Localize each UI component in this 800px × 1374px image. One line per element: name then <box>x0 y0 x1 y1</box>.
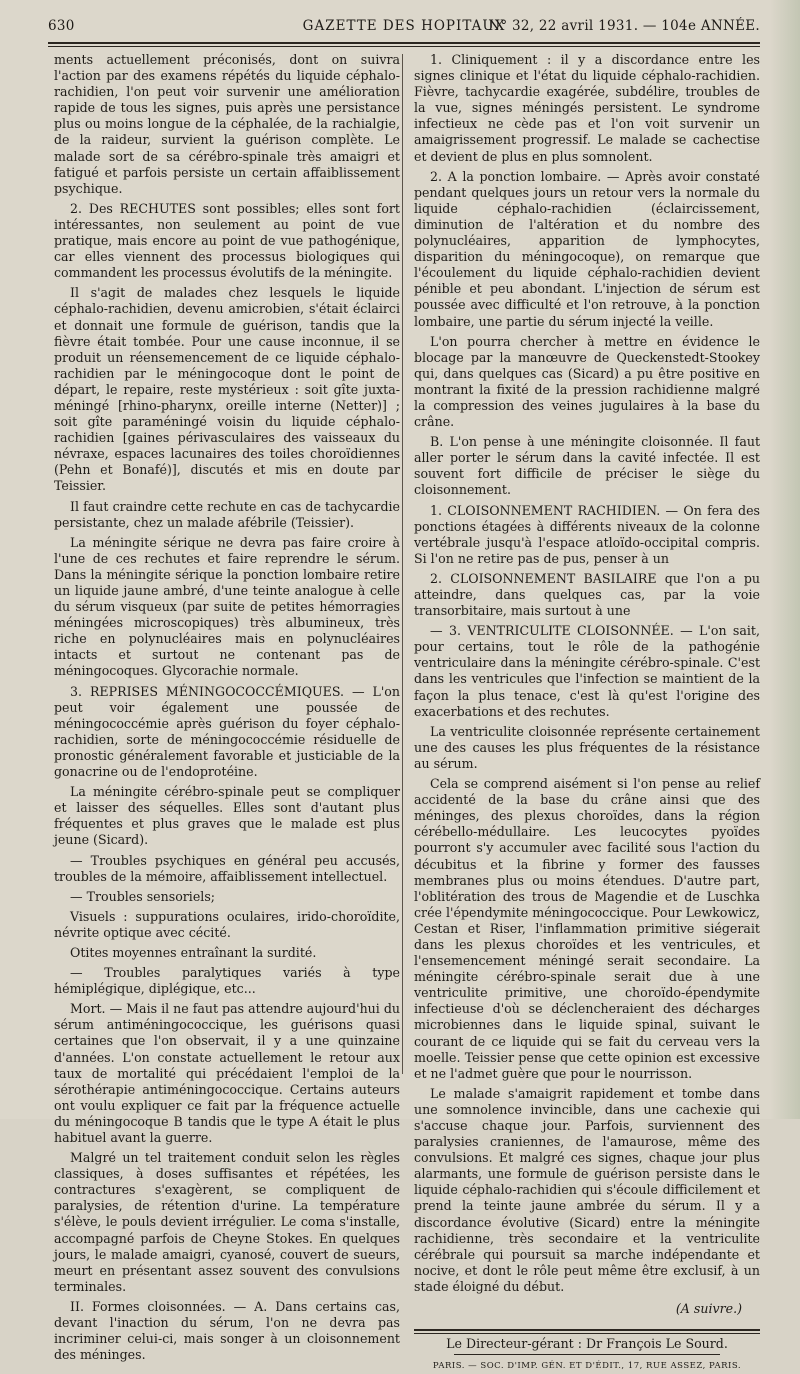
paragraph: — 3. VENTRICULITE CLOISONNÉE. — L'on sait, pour certains, tout le rôle de la pathogénie ventriculaire dans la méningite cérébro-spinale. C'est dans les ventricules que l'infection se maintient de la façon la plus tenace, c'est là qu'est l'origine des exacerbations et des rechutes. <box>414 623 760 719</box>
paragraph: 2. CLOISONNEMENT BASILAIRE que l'on a pu atteindre, dans quelques cas, par la voie transorbitaire, mais surtout à une <box>414 570 760 619</box>
column-divider <box>402 54 403 1074</box>
director-rule <box>454 1354 720 1355</box>
paragraph: Il s'agit de malades chez lesquels le liquide céphalo-rachidien, devenu amicrobien, s'était éclairci et donnait une formule de guérison, tandis que la fièvre était tombée. Pour une cause inconnue, il se produit un réensemencement de ce liquide céphalo-rachidien par le méningocoque dont le point de départ, le repaire, reste mystérieux : soit gîte juxta-méningé [rhino-pharynx, oreille interne (Netter)] ; soit gîte paraméningé voisin du liquide céphalo-rachidien [gaines périvasculaires des vaisseaux du névraxe, espaces lacunaires des toiles choroïdiennes (Pehn et Bonafé)], discutés et mis en doute par Teissier. <box>54 285 400 494</box>
paragraph: 1. Cliniquement : il y a discordance entre les signes clinique et l'état du liquide céphalo-rachidien. Fièvre, tachycardie exagérée, subdélire, troubles de la vue, signes méningés persistent. Le syndrome infectieux ne cède pas et l'on voit survenir un amaigrissement progressif. Le malade se cachectise et devient de plus en plus somnolent. <box>414 52 760 164</box>
paragraph: II. Formes cloisonnées. — A. Dans certains cas, devant l'inaction du sérum, l'on ne devra pas incriminer celui-ci, mais songer à un cloisonnement des méninges. <box>54 1298 400 1363</box>
right-column <box>414 52 760 1374</box>
footer-rule <box>414 1329 760 1331</box>
paragraph: Otites moyennes entraînant la surdité. <box>70 944 317 960</box>
left-column <box>54 52 400 1367</box>
paragraph: 1. CLOISONNEMENT RACHIDIEN. — On fera des ponctions étagées à différents niveaux de la colonne vertébrale jusqu'à l'espace atloïdo-occipital compris. Si l'on ne retire pas de pus, penser à un <box>414 502 760 566</box>
page-number: 630 <box>48 18 75 34</box>
printer-line: PARIS. — SOC. D'IMP. GÉN. ET D'ÉDIT., 17, RUE ASSEZ, PARIS. <box>432 1361 742 1372</box>
paragraph: Malgré un tel traitement conduit selon les règles classiques, à doses suffisantes et répétées, les contractures s'exagèrent, se compliquent de paralysies, de rétention d'urine. La température s'élève, le pouls devient irrégulier. Le coma s'installe, accompagné parfois de Cheyne Stokes. En quelques jours, le malade amaigri, cyanosé, couvert de sueurs, meurt en présentant assez souvent des convulsions terminales. <box>54 1150 400 1294</box>
paragraph: 2. Des RECHUTES sont possibles; elles sont fort intéressantes, non seulement au point de vue pratique, mais encore au point de vue pathogénique, car elles viennent des processus biologiques qui commandent les processus évolutifs de la méningite. <box>54 200 400 281</box>
paragraph: — Troubles sensoriels; <box>70 888 216 904</box>
paragraph: La méningite sérique ne devra pas faire croire à l'une de ces rechutes et faire reprendre le sérum. Dans la méningite sérique la ponction lombaire retire un liquide jaune ambré, d'une teinte analogue à celle du sérum visqueux (par suite de petites hémorragies méningées microscopiques) très albumineux, très riche en polynucléaires mais en polynucléaires intacts et surtout ne contenant pas de méningocoques. Glycorachie normale. <box>54 534 400 679</box>
paragraph: Visuels : suppurations oculaires, irido-choroïdite, névrite optique avec cécité. <box>54 908 400 940</box>
journal-title: GAZETTE DES HOPITAUX <box>302 18 506 34</box>
page-header <box>48 18 760 38</box>
paragraph: Cela se comprend aisément si l'on pense au relief accidenté de la base du crâne ainsi que des méninges, des plexus choroïdes, dans la région cérébello-médullaire. Les leucocytes pyoïdes pourront s'y accumuler avec facilité sous l'action du décubitus et la fibrine y former des fausses membranes plus ou moins étendues. D'autre part, l'oblitération des trous de Magendie et de Luschka crée l'épendymite méningococcique. Pour Lewkowicz, Cestan et Riser, l'inflammation primitive siégerait dans les plexus choroïdes et les ventricules, et l'ensemencement méningé serait secondaire. La méningite cérébro-spinale serait due à une ventriculite primitive, une choroïdo-épendymite infectieuse d'où se déclencheraient des décharges microbiennes dans le liquide spinal, suivant le courant de ce liquide qui se fait du cerveau vers la moelle. Teissier pense que cette opinion est excessive et ne l'admet guère que pour le nourrisson. <box>414 776 760 1081</box>
paragraph: Mort. — Mais il ne faut pas attendre aujourd'hui du sérum antiméningococcique, les guérisons quasi certaines que l'on observait, il y a une quinzaine d'années. L'on constate actuellement le retour aux taux de mortalité qui précédaient l'emploi de la sérothérapie antiméningococcique. Certains auteurs ont voulu expliquer ce fait par la fréquence actuelle du méningocoque B tandis que le type A était le plus habituel avant la guerre. <box>54 1001 400 1145</box>
paragraph: — Troubles psychiques en général peu accusés, troubles de la mémoire, affaiblissement intellectuel. <box>54 852 400 884</box>
director-line: Le Directeur-gérant : Dr François Le Sourd. <box>446 1336 728 1352</box>
paragraph: La ventriculite cloisonnée représente certainement une des causes les plus fréquentes de la résistance au sérum. <box>414 723 760 771</box>
paragraph: L'on pourra chercher à mettre en évidence le blocage par la manœuvre de Queckenstedt-Stookey qui, dans quelques cas (Sicard) a pu être positive en montrant la fixité de la pression rachidienne malgré la compression des veines jugulaires à la base du crâne. <box>414 333 760 430</box>
paragraph: 3. REPRISES MÉNINGOCOCCÉMIQUES. — L'on peut voir également une poussée de méningococcémie après guérison du foyer céphalo-rachidien, sorte de méningococcémie résiduelle de pronostic généralement favorable et justiciable de la gonacrine ou de l'endoprotéine. <box>54 683 400 780</box>
paragraph: 2. A la ponction lombaire. — Après avoir constaté pendant quelques jours un retour vers la normale du liquide céphalo-rachidien (éclaircissement, diminution de l'altération et du nombre des polynucléaires, apparition de lymphocytes, disparition du méningocoque), on remarque que l'écoulement du liquide céphalo-rachidien devient pénible et peu abondant. L'injection de sérum est poussée avec difficulté et l'on retrouve, à la ponction lombaire, une partie du sérum injecté la veille. <box>414 168 760 329</box>
issue-info: N° 32, 22 avril 1931. — 104e ANNÉE. <box>488 18 760 34</box>
paper-edge-stain <box>770 0 800 1119</box>
paragraph: ments actuellement préconisés, dont on suivra l'action par des examens répétés du liquide céphalo-rachidien, l'on peut voir survenir une amélioration rapide de tous les signes, puis après une persistance plus ou moins longue de la céphalée, de la rachialgie, de la raideur, survient la guérison complète. Le malade sort de sa cérébro-spinale très amaigri et fatigué et parfois persiste un certain affaiblissement psychique. <box>54 52 400 196</box>
paragraph: Le malade s'amaigrit rapidement et tombe dans une somnolence invincible, dans une cachexie qui s'accuse chaque jour. Parfois, surviennent des paralysies craniennes, de l'amaurose, même des convulsions. Et malgré ces signes, chaque jour plus alarmants, une formule de guérison persiste dans le liquide céphalo-rachidien qui s'écoule difficilement et prend la teinte jaune ambrée du sérum. Il y a discordance évolutive (Sicard) entre la méningite rachidienne, très secondaire et la ventriculite cérébrale qui poursuit sa marche indépendante et nocive, et dont le rôle peut même être exclusif, à un stade éloigné du début. <box>414 1085 760 1294</box>
header-rule-thin <box>48 46 760 47</box>
footer-rule-thin <box>414 1333 760 1334</box>
paragraph: Il faut craindre cette rechute en cas de tachycardie persistante, chez un malade afébrile (Teissier). <box>54 498 400 530</box>
paragraph: B. L'on pense à une méningite cloisonnée. Il faut aller porter le sérum dans la cavité infectée. Il est souvent fort difficile de préciser le siège du cloisonnement. <box>414 434 760 498</box>
paragraph: — Troubles paralytiques variés à type hémiplégique, diplégique, etc... <box>54 965 400 997</box>
header-rule <box>48 42 760 44</box>
paragraph: La méningite cérébro-spinale peut se compliquer et laisser des séquelles. Elles sont d'autant plus fréquentes et plus graves que le malade est plus jeune (Sicard). <box>54 784 400 848</box>
continued-note: (A suivre.) <box>675 1301 742 1317</box>
